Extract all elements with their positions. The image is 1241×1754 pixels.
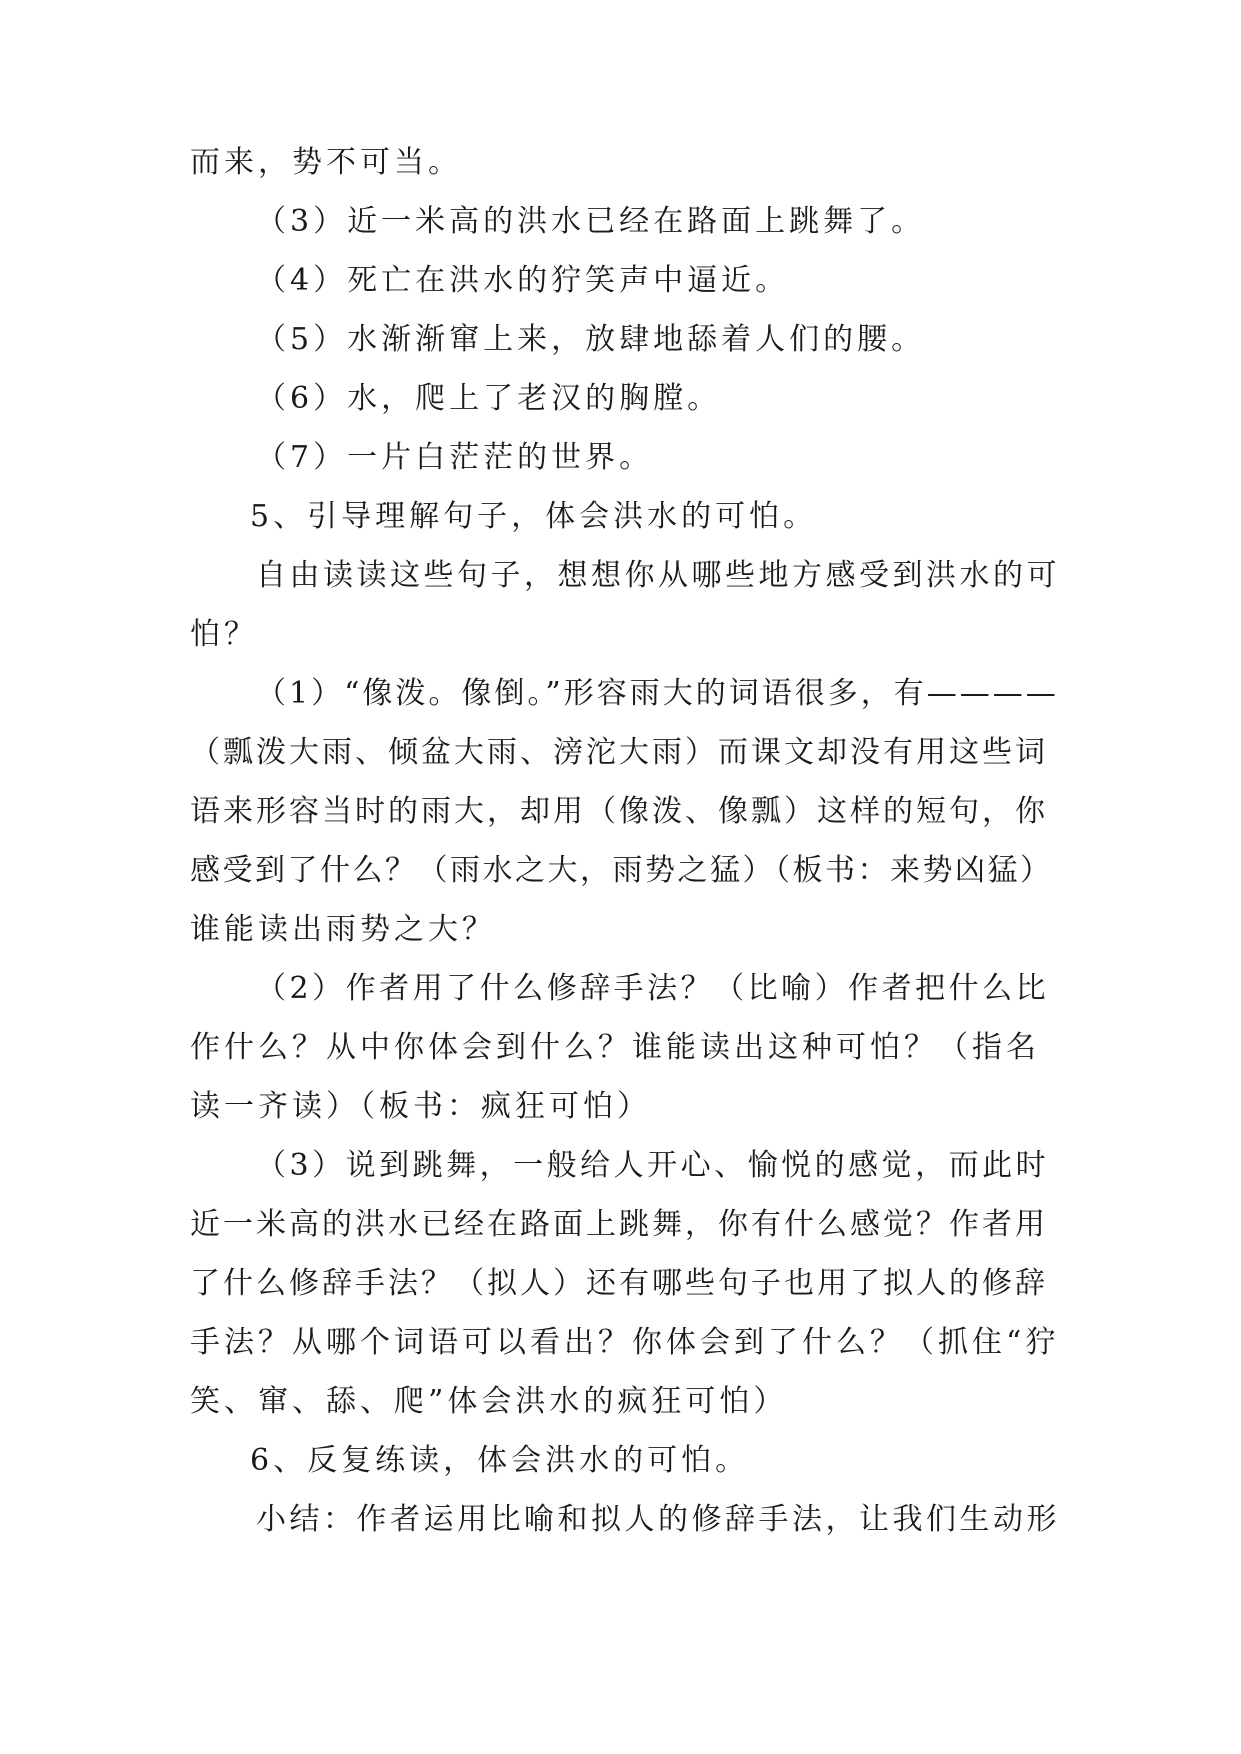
text-line: 而来，势不可当。 <box>190 145 462 180</box>
text-line: 读一齐读）（板书：疯狂可怕） <box>190 1089 651 1124</box>
text-line: 语来形容当时的雨大，却用（像泼、像瓢）这样的短句，你 <box>190 794 1048 829</box>
text-line: （瓢泼大雨、倾盆大雨、滂沱大雨）而课文却没有用这些词 <box>190 735 1048 770</box>
text-line: 小结：作者运用比喻和拟人的修辞手法，让我们生动形 <box>256 1502 1060 1537</box>
text-line: 手法？从哪个词语可以看出？你体会到了什么？（抓住“狞 <box>190 1325 1060 1360</box>
text-line: （5）水渐渐窜上来，放肆地舔着人们的腰。 <box>256 322 926 357</box>
text-line: 5、引导理解句子，体会洪水的可怕。 <box>250 499 818 534</box>
text-line: 了什么修辞手法？（拟人）还有哪些句子也用了拟人的修辞 <box>190 1266 1048 1301</box>
text-line: （4）死亡在洪水的狞笑声中逼近。 <box>256 263 790 298</box>
text-line: 自由读读这些句子，想想你从哪些地方感受到洪水的可 <box>256 558 1060 593</box>
text-line: （6）水，爬上了老汉的胸膛。 <box>256 381 722 416</box>
text-line: （2）作者用了什么修辞手法？（比喻）作者把什么比 <box>256 971 1050 1006</box>
text-line: 谁能读出雨势之大？ <box>190 912 496 947</box>
text-line: 作什么？从中你体会到什么？谁能读出这种可怕？（指名 <box>190 1030 1040 1065</box>
text-line: 感受到了什么？（雨水之大，雨势之猛）（板书：来势凶猛） <box>190 853 1053 888</box>
text-line: （3）说到跳舞，一般给人开心、愉悦的感觉，而此时 <box>256 1148 1050 1183</box>
text-line: （7）一片白茫茫的世界。 <box>256 440 654 475</box>
text-line: 近一米高的洪水已经在路面上跳舞，你有什么感觉？作者用 <box>190 1207 1048 1242</box>
text-line: （3）近一米高的洪水已经在路面上跳舞了。 <box>256 204 926 239</box>
text-line: （1）“像泼。像倒。”形容雨大的词语很多，有———— <box>256 676 1059 711</box>
text-line: 怕？ <box>190 617 258 652</box>
text-line: 笑、窜、舔、爬”体会洪水的疯狂可怕） <box>190 1384 788 1419</box>
text-line: 6、反复练读，体会洪水的可怕。 <box>250 1443 750 1478</box>
